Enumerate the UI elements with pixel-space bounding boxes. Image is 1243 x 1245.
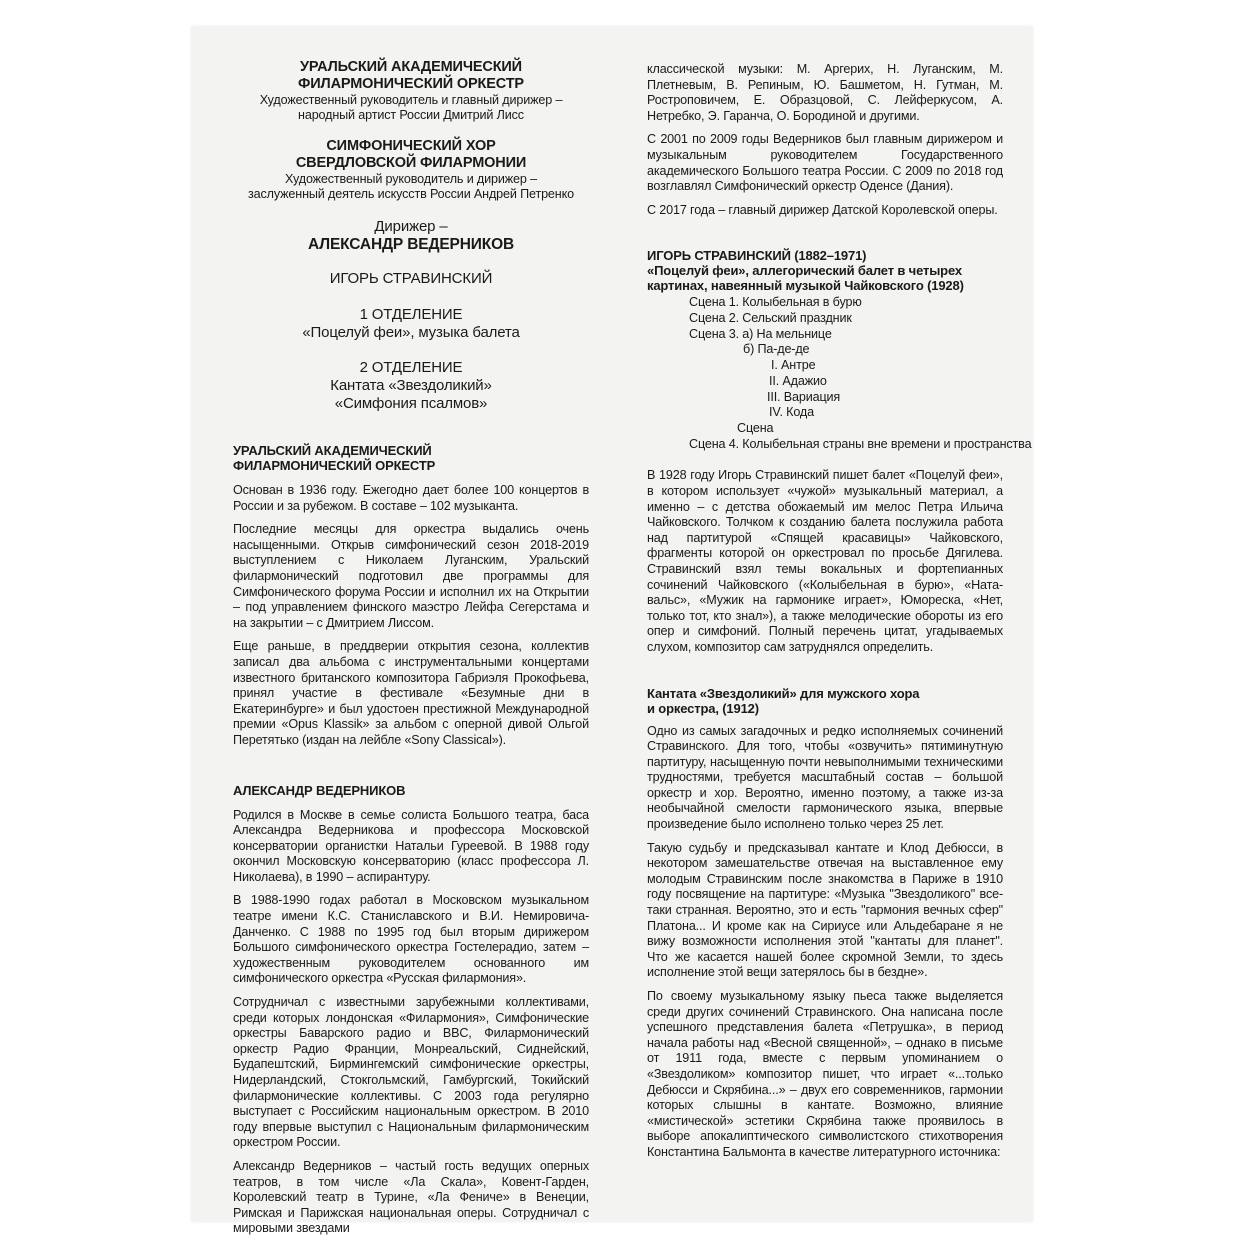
conductor-name: АЛЕКСАНДР ВЕДЕРНИКОВ xyxy=(307,236,515,253)
program-item: II. Адажио xyxy=(769,373,827,388)
orchestra-paragraph-3: Еще раньше, в преддверии открытия сезона, коллектив записал два альбома с инструментальными концертами известного британского композитора Габриэля Прокофьева, принял участие в фестивале «Безумные дни в Екатеринбурге» и был удостоен престижной Международной премии «Opus Klassik» за альбом с оперной дивой Ольгой Перетятько (издан на лейбле «Sony Classical»). xyxy=(233,639,589,747)
left-column xyxy=(233,26,589,1245)
program-item: IV. Кода xyxy=(769,405,814,420)
part-2-work-1: Кантата «Звездоликий» xyxy=(330,377,492,394)
choir-director-line-2: заслуженный деятель искусств России Андрей Петренко xyxy=(248,187,574,201)
orchestra-director-line-2: народный артист России Дмитрий Лисс xyxy=(298,108,524,122)
vedernikov-paragraph-5: С 2001 по 2009 годы Ведерников был главным дирижером и музыкальным руководителем Государственного академического Большого театра России. С 2009 по 2018 год возглавлял Симфонический оркестр Оденсе (Дания). xyxy=(647,132,1003,194)
orchestra-paragraph-2: Последние месяцы для оркестра выдались очень насыщенными. Открыв симфонический сезон 2018-2019 выступлением с Николаем Луганским, Уральский филармонический подготовил две программы для Симфонического форума России и исполнил их на Открытии – под управлением финского маэстро Лейфа Сегерстама и на закрытии – с Дмитрием Лиссом. xyxy=(233,522,589,630)
vedernikov-paragraph-3: Сотрудничал с известными зарубежными коллективами, среди которых лондонская «Филармония», Симфонические оркестры Баварского радио и BBC, Филармонический оркестр Радио Франции, Монреальский, Сиднейский, Будапештский, Бирмингемский симфонические оркестры, Нидерландский, Стокгольмский, Гамбургский, Токийский филармонические коллективы. С 2003 года регулярно выступает с Российским национальным оркестром. В 2010 году впервые выступил с Национальным филармоническим оркестром России. xyxy=(233,995,589,1150)
cantata-paragraph-2: Такую судьбу и предсказывал кантате и Клод Дебюсси, в некотором замешательстве отвечая на выставленное ему молодым Стравинским после знакомства в Париже в 1910 году посвящение на партитуре: «Музыка "Звездоликого" все-таки странная. Вероятно, это и есть "гармония вечных сфер" Платона... И кроме как на Сириусе или Альдебаране я не вижу возможности исполнения этой "кантаты для планет". Что же касается нашей более скромной Земли, то здесь исполнение этой вещи затерялось бы в бездне». xyxy=(647,840,1003,980)
orchestra-heading-line-1: УРАЛЬСКИЙ АКАДЕМИЧЕСКИЙ xyxy=(233,443,432,458)
cantata-paragraph-1: Одно из самых загадочных и редко исполняемых сочинений Стравинского. Для того, чтобы «озвучить» пятиминутную партитуру, насыщенную почти невыполнимыми техническими трудностями, требуется масштабный состав – большой оркестр и хор. Вероятно, именно поэтому, а также из-за необычайной смелости гармонического языка, впервые произведение было исполнено только через 25 лет. xyxy=(647,723,1003,832)
orchestra-title-line-1: УРАЛЬСКИЙ АКАДЕМИЧЕСКИЙ xyxy=(300,59,522,75)
program-item: Сцена xyxy=(737,420,774,435)
program-item: Сцена 3. а) На мельнице xyxy=(689,326,832,341)
cantata-paragraph-3: По своему музыкальному языку пьеса также выделяется среди других сочинений Стравинского. Она написана после успешного представления балета «Петрушка», в период начала работы над «Весной священной», – однако в письме от 1911 года, вместе с первым упоминанием о «Звездоликом» композитор пишет, что играет «...только Дебюсси и Скрябина...» – двух его современников, гармонии которых слышны в кантате. Возможно, влияние «мистической» эстетики Скрябина также проявилось в выборе апокалиптического символистского стихотворения Константина Бальмонта в качестве литературного источника: xyxy=(647,989,1003,1159)
choir-title-line-2: СВЕРДЛОВСКОЙ ФИЛАРМОНИИ xyxy=(295,155,527,171)
program-item: Сцена 1. Колыбельная в бурю xyxy=(689,295,862,310)
program-item: Сцена 4. Колыбельная страны вне времени и пространства xyxy=(689,436,1032,451)
orchestra-director-line-1: Художественный руководитель и главный дирижер – xyxy=(259,93,563,107)
composer-name: ИГОРЬ СТРАВИНСКИЙ xyxy=(329,270,493,287)
ballet-program-list xyxy=(647,295,1032,452)
program-item: III. Вариация xyxy=(767,389,841,404)
cantata-heading-2: и оркестра, (1912) xyxy=(647,700,759,716)
part-2-label: 2 ОТДЕЛЕНИЕ xyxy=(359,359,463,376)
orchestra-paragraph-1: Основан в 1936 году. Ежегодно дает более 100 концертов в России и за рубежом. В составе – 102 музыканта. xyxy=(233,483,589,513)
conductor-label: Дирижер – xyxy=(374,218,448,235)
orchestra-title-line-2: ФИЛАРМОНИЧЕСКИЙ ОРКЕСТР xyxy=(298,76,524,92)
program-item: Сцена 2. Сельский праздник xyxy=(689,311,852,326)
part-1-work: «Поцелуй феи», музыка балета xyxy=(302,324,520,341)
vedernikov-paragraph-6: С 2017 года – главный дирижер Датской Королевской оперы. xyxy=(647,202,998,217)
stravinsky-heading-2: «Поцелуй феи», аллегорический балет в четырех xyxy=(647,263,962,279)
part-2-work-2: «Симфония псалмов» xyxy=(334,395,488,412)
cantata-heading-1: Кантата «Звездоликий» для мужского хора xyxy=(647,685,920,701)
program-item: б) Па-де-де xyxy=(743,342,810,357)
stravinsky-heading-3: картинах, навеянный музыкой Чайковского (1928) xyxy=(647,278,964,294)
vedernikov-paragraph-2: В 1988-1990 годах работал в Московском музыкальном театре имени К.С. Станиславского и В.И. Немировича-Данченко. С 1988 по 1995 год был вторым дирижером Большого симфонического оркестра Гостелерадио, затем – художественным руководителем основанного им симфонического оркестра «Русская филармония». xyxy=(233,893,589,986)
program-item: I. Антре xyxy=(771,358,816,373)
vedernikov-paragraph-4: Александр Ведерников – частый гость ведущих оперных театров, в том числе «Ла Скала», Ковент-Гарден, Королевский театр в Турине, «Ла Фениче» в Венеции, Римская и Парижская национальная оперы. Сотрудничал с мировыми звездами xyxy=(233,1158,589,1236)
choir-title-line-1: СИМФОНИЧЕСКИЙ ХОР xyxy=(326,138,496,154)
vedernikov-heading: АЛЕКСАНДР ВЕДЕРНИКОВ xyxy=(233,782,406,798)
right-column xyxy=(647,26,1032,1169)
choir-director-line-1: Художественный руководитель и дирижер – xyxy=(285,172,537,186)
part-1-label: 1 ОТДЕЛЕНИЕ xyxy=(359,306,463,323)
vedernikov-paragraph-1: Родился в Москве в семье солиста Большого театра, баса Александра Ведерникова и профессора Московской консерватории органистки Натальи Гуреевой. В 1988 году окончил Московскую консерваторию (класс профессора Л. Николаева), в 1990 – аспирантуру. xyxy=(233,807,589,884)
program-sheet xyxy=(191,26,1033,1236)
stravinsky-heading-1: ИГОРЬ СТРАВИНСКИЙ (1882–1971) xyxy=(647,248,867,264)
orchestra-heading-line-2: ФИЛАРМОНИЧЕСКИЙ ОРКЕСТР xyxy=(233,458,436,473)
vedernikov-paragraph-4-continued: классической музыки: М. Аргерих, Н. Луганским, М. Плетневым, В. Репиным, Ю. Башметом, Н. Гутман, М. Ростроповичем, Е. Образцовой, С. Лейферкусом, А. Нетребко, Э. Гаранча, О. Бородиной и другими. xyxy=(647,62,1003,123)
fairy-kiss-paragraph: В 1928 году Игорь Стравинский пишет балет «Поцелуй феи», в котором использует «чужой» музыкальный материал, а именно – с детства обожаемый им мелос Петра Ильича Чайковского. Толчком к созданию балета послужила работа над партитурой «Спящей красавицы» Чайковского, фрагменты которой он оркестровал по просьбе Дягилева. Стравинский взял темы вокальных и фортепианных сочинений Чайковского («Колыбельная в бурю», «Ната-вальс», «Мужик на гармонике играет», Юмореска, «Нет, только тот, кто знал»), а также мелодические обороты из его опер и симфоний. Полный перечень цитат, угадываемых слухом, композитор сам затруднялся определить. xyxy=(647,468,1003,654)
